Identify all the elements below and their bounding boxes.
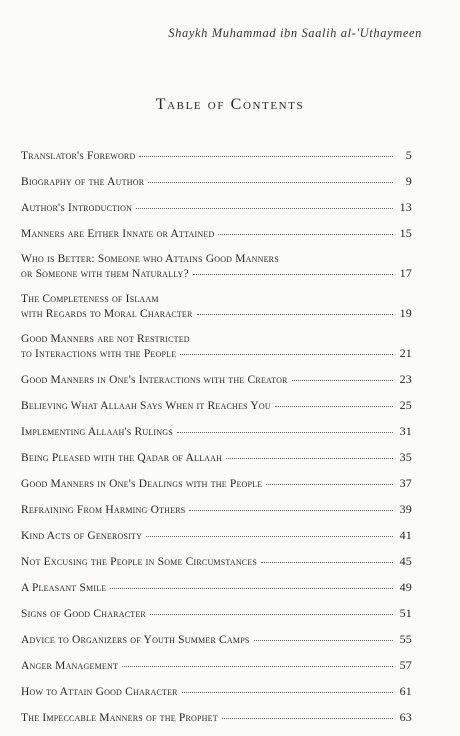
toc-entry-title-line: Who is Better: Someone who Attains Good Manners — [21, 253, 279, 265]
toc-entry-row — [21, 226, 412, 241]
toc-entry-row — [21, 632, 412, 647]
toc-entry — [21, 292, 412, 321]
toc-entry-title: Author's Introduction — [21, 202, 133, 214]
toc-entry-title: Translator's Foreword — [21, 150, 136, 162]
toc-entry — [21, 502, 412, 517]
toc-entry-title: Kind Acts of Generosity — [21, 530, 143, 542]
toc-entry-title: Believing What Allaah Says When it Reaches You — [21, 400, 271, 412]
toc-entry-row — [21, 528, 412, 543]
toc-page-number: 55 — [399, 632, 412, 646]
toc-entry-row — [21, 606, 412, 621]
toc-entry — [21, 226, 412, 241]
toc-entry-row — [21, 710, 412, 725]
dot-leader — [226, 458, 393, 459]
dot-leader — [110, 588, 393, 589]
toc-page-number: 35 — [399, 450, 412, 464]
toc-entry — [21, 450, 412, 465]
dot-leader — [193, 274, 393, 275]
toc-entry-title: Implementing Allaah's Rulings — [21, 426, 173, 438]
toc-entry-title: to Interactions with the People — [21, 348, 177, 360]
toc-entry — [21, 710, 412, 725]
toc-entry-title: Good Manners in One's Interactions with the Creator — [21, 374, 288, 386]
toc-entry-title: How to Attain Good Character — [21, 686, 178, 698]
toc-entry-row — [21, 424, 412, 439]
toc-entry-title: Good Manners in One's Dealings with the People — [21, 478, 263, 490]
toc-entry-row — [21, 450, 412, 465]
toc-entry — [21, 148, 412, 163]
toc-entry — [21, 632, 412, 647]
toc-entry-title: Advice to Organizers of Youth Summer Camps — [21, 634, 250, 646]
toc-entry-row — [21, 684, 412, 699]
dot-leader — [292, 380, 393, 381]
toc-entry-title: Signs of Good Character — [21, 608, 146, 620]
toc-entry-row — [21, 476, 412, 491]
toc-entry-row — [21, 200, 412, 215]
toc-entry — [21, 476, 412, 491]
toc-entry-row — [21, 372, 412, 387]
toc-entry-title-line: The Completeness of Islaam — [21, 293, 159, 305]
dot-leader — [222, 718, 393, 719]
toc-page-number: 17 — [399, 266, 412, 280]
dot-leader — [266, 484, 393, 485]
toc-page-number: 39 — [399, 502, 412, 516]
toc-entry-row — [21, 502, 412, 517]
toc-page-number: 13 — [399, 200, 412, 214]
dot-leader — [146, 536, 393, 537]
running-header: Shaykh Muhammad ibn Saalih al-'Uthaymeen — [168, 26, 422, 40]
dot-leader — [136, 208, 393, 209]
toc-page-number: 25 — [399, 398, 412, 412]
toc-entry-row — [21, 148, 412, 163]
toc-page-number: 61 — [399, 684, 412, 698]
toc-entry-row — [21, 398, 412, 413]
dot-leader — [261, 562, 393, 563]
dot-leader — [180, 354, 393, 355]
toc-entry — [21, 606, 412, 621]
toc-entry-title: Anger Management — [21, 660, 119, 672]
toc-entry — [21, 398, 412, 413]
dot-leader — [148, 182, 393, 183]
toc-page-number: 19 — [399, 306, 412, 320]
toc-entry-title: with Regards to Moral Character — [21, 308, 193, 320]
toc-entry — [21, 528, 412, 543]
toc-entry-title: Being Pleased with the Qadar of Allaah — [21, 452, 223, 464]
toc-page-number: 5 — [405, 148, 412, 162]
dot-leader — [254, 640, 393, 641]
toc-entry-title: The Impeccable Manners of the Prophet — [21, 712, 218, 724]
toc-entry-row — [21, 346, 412, 361]
toc-page-number: 57 — [399, 658, 412, 672]
toc-entry-title: Manners are Either Innate or Attained — [21, 228, 215, 240]
dot-leader — [177, 432, 393, 433]
dot-leader — [122, 666, 393, 667]
toc-entry-title-line: Good Manners are not Restricted — [21, 333, 190, 345]
toc-page-number: 41 — [399, 528, 412, 542]
toc-page-number: 45 — [399, 554, 412, 568]
toc-entry-title: Biography of the Author — [21, 176, 145, 188]
toc-entry-row — [21, 306, 412, 321]
toc-entry-row — [21, 580, 412, 595]
toc-entry-row — [21, 658, 412, 673]
toc-entry-row — [21, 554, 412, 569]
toc-entry-row — [21, 174, 412, 189]
toc-entry-title: A Pleasant Smile — [21, 582, 107, 594]
toc-entry — [21, 424, 412, 439]
dot-leader — [182, 692, 393, 693]
toc-entry-row — [21, 266, 412, 281]
dot-leader — [275, 406, 393, 407]
toc-entry — [21, 684, 412, 699]
toc-entry — [21, 332, 412, 361]
toc-page-number: 37 — [399, 476, 412, 490]
dot-leader — [197, 314, 393, 315]
dot-leader — [139, 156, 393, 157]
toc-entry — [21, 252, 412, 281]
toc-entry — [21, 372, 412, 387]
toc-entry-title: or Someone with them Naturally? — [21, 268, 189, 280]
toc-page-number: 23 — [399, 372, 412, 386]
toc-page-number: 31 — [399, 424, 412, 438]
toc-entry-title: Not Excusing the People in Some Circumstances — [21, 556, 258, 568]
dot-leader — [189, 510, 393, 511]
toc-entry — [21, 174, 412, 189]
toc-page-number: 15 — [399, 226, 412, 240]
toc-page-number: 9 — [405, 174, 412, 188]
toc-entry — [21, 554, 412, 569]
toc-page-number: 49 — [399, 580, 412, 594]
toc-entry — [21, 658, 412, 673]
toc-title: Table of Contents — [155, 96, 305, 113]
toc-page-number: 63 — [399, 710, 412, 724]
toc-entry-title: Refraining From Harming Others — [21, 504, 186, 516]
toc-entry — [21, 200, 412, 215]
toc-entry — [21, 580, 412, 595]
dot-leader — [218, 234, 393, 235]
toc-page-number: 21 — [399, 346, 412, 360]
toc-page-number: 51 — [399, 606, 412, 620]
dot-leader — [150, 614, 393, 615]
toc-list — [21, 148, 412, 736]
